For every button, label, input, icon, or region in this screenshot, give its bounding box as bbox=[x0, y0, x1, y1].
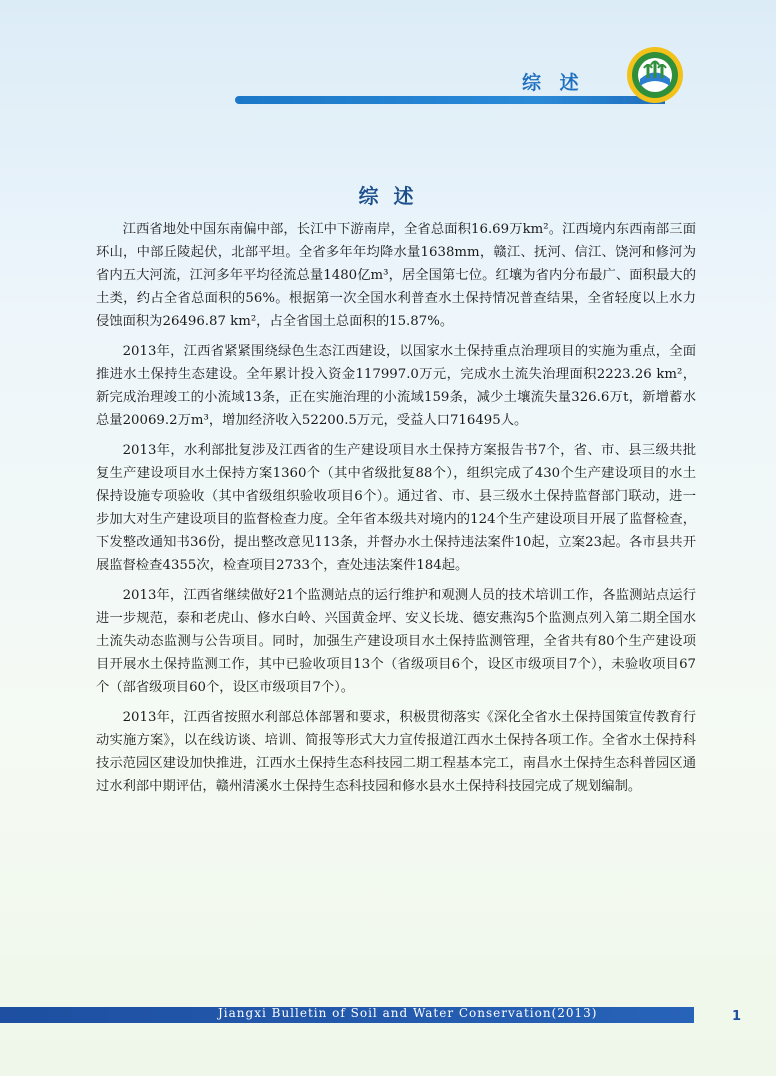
header-band bbox=[235, 60, 665, 106]
paragraph: 2013年，江西省紧紧围绕绿色生态江西建设，以国家水土保持重点治理项目的实施为重点，全面推进水土保持生态建设。全年累计投入资金117997.0万元，完成水土流失治理面积2223.26 km²，新完成治理竣工的小流域13条，正在实施治理的小流域159条，减少土壤流失量326.6万t，新增蓄水总量20069.2万m³，增加经济收入52200.5万元，受益人口716495人。 bbox=[96, 344, 696, 428]
header-bar bbox=[235, 96, 665, 104]
page-title: 综 述 bbox=[358, 184, 418, 208]
body-text bbox=[96, 218, 696, 805]
section-title: 综 述 bbox=[522, 72, 585, 94]
paragraph: 2013年，江西省继续做好21个监测站点的运行维护和观测人员的技术培训工作，各监测站点运行进一步规范，泰和老虎山、修水白岭、兴国黄金坪、安义长垅、德安燕沟5个监测点列入第二期全国水土流失动态监测与公告项目。同时，加强生产建设项目水土保持监测管理，全省共有80个生产建设项目开展水土保持监测工作，其中已验收项目13个（省级项目6个，设区市级项目7个），未验收项目67个（部省级项目60个，设区市级项目7个）。 bbox=[96, 588, 696, 695]
jiangxi-soil-water-conservation-logo-icon bbox=[626, 46, 684, 104]
paragraph: 2013年，江西省按照水利部总体部署和要求，积极贯彻落实《深化全省水土保持国策宣传教育行动实施方案》，以在线访谈、培训、简报等形式大力宣传报道江西水土保持各项工作。全省水土保持科技示范园区建设加快推进，江西水土保持生态科技园二期工程基本完工，南昌水土保持生态科普园区通过水利部中期评估，赣州清溪水土保持生态科技园和修水县水土保持科技园完成了规划编制。 bbox=[96, 710, 696, 794]
footer-text: Jiangxi Bulletin of Soil and Water Conservation(2013) bbox=[218, 1006, 598, 1020]
paragraph: 江西省地处中国东南偏中部，长江中下游南岸，全省总面积16.69万km²。江西境内东西南部三面环山，中部丘陵起伏，北部平坦。全省多年年均降水量1638mm，赣江、抚河、信江、饶河和修河为省内五大河流，江河多年平均径流总量1480亿m³，居全国第七位。红壤为省内分布最广、面积最大的土类，约占全省总面积的56%。根据第一次全国水利普查水土保持情况普查结果，全省轻度以上水力侵蚀面积为26496.87 km²，占全省国土总面积的15.87%。 bbox=[96, 222, 696, 329]
paragraph: 2013年，水利部批复涉及江西省的生产建设项目水土保持方案报告书7个，省、市、县三级共批复生产建设项目水土保持方案1360个（其中省级批复88个），组织完成了430个生产建设项目的水土保持设施专项验收（其中省级组织验收项目6个）。通过省、市、县三级水土保持监督部门联动，进一步加大对生产建设项目的监督检查力度。全年省本级共对境内的124个生产建设项目开展了监督检查，下发整改通知书36份，提出整改意见113条，并督办水土保持违法案件10起，立案23起。各市县共开展监督检查4355次，检查项目2733个，查处违法案件184起。 bbox=[96, 443, 696, 573]
page-number: 1 bbox=[732, 1009, 742, 1024]
